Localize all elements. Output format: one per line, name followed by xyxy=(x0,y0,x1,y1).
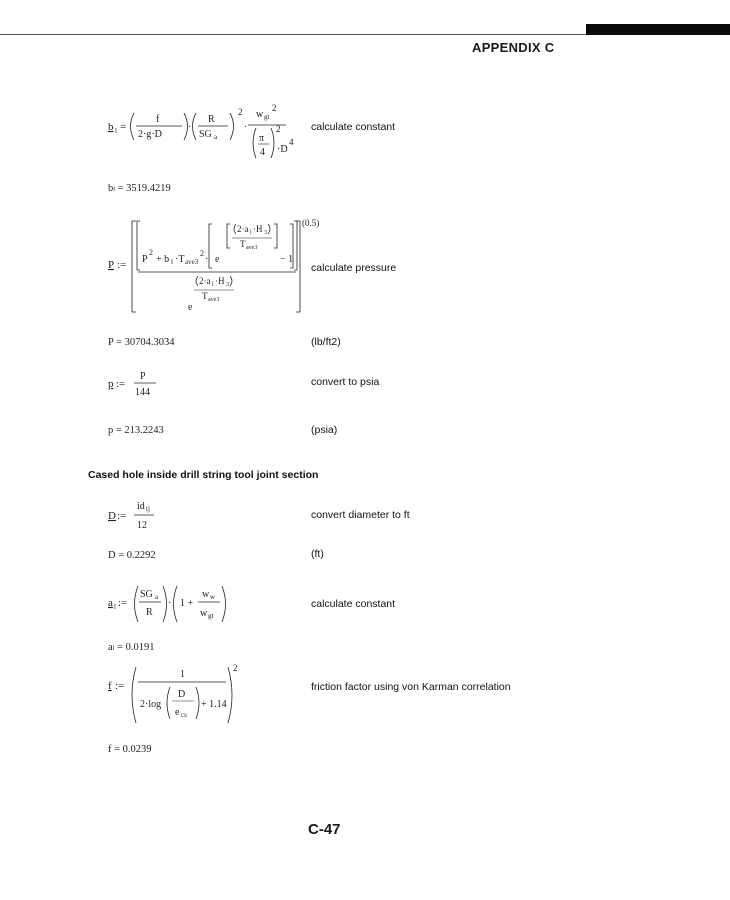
svg-text:2: 2 xyxy=(238,107,243,117)
svg-text:+ b: + b xyxy=(156,254,170,265)
svg-text:T: T xyxy=(202,291,208,301)
svg-text:·T: ·T xyxy=(175,254,185,265)
svg-text:e: e xyxy=(175,707,180,718)
equation-bl xyxy=(108,103,298,173)
note-convert-psia: convert to psia xyxy=(311,376,380,388)
svg-text:w: w xyxy=(210,593,216,601)
svg-text:D: D xyxy=(178,689,186,700)
svg-text:(0.5): (0.5) xyxy=(302,218,320,228)
header-bar xyxy=(586,24,730,35)
svg-text:3: 3 xyxy=(226,282,229,288)
svg-text:2: 2 xyxy=(276,124,281,134)
svg-text:SG: SG xyxy=(140,589,153,600)
svg-text:a: a xyxy=(155,593,159,601)
svg-text:·H: ·H xyxy=(253,224,263,234)
svg-text:2: 2 xyxy=(272,103,277,113)
svg-text:l: l xyxy=(114,603,116,611)
svg-text:e: e xyxy=(215,254,220,265)
result-al: aₗ = 0.0191 xyxy=(108,642,155,653)
svg-text:1: 1 xyxy=(180,669,185,680)
svg-text:2·a: 2·a xyxy=(199,276,211,286)
svg-text::=: := xyxy=(115,680,125,692)
svg-text:ave3: ave3 xyxy=(246,245,258,251)
svg-text:2·log: 2·log xyxy=(140,699,162,710)
svg-text:144: 144 xyxy=(135,387,150,398)
svg-text:2·a: 2·a xyxy=(237,224,249,234)
svg-text:·: · xyxy=(188,122,192,133)
svg-text:2: 2 xyxy=(149,248,153,257)
svg-text:ave3: ave3 xyxy=(185,258,199,266)
svg-text:cs: cs xyxy=(181,711,187,719)
svg-text:2: 2 xyxy=(200,249,204,258)
svg-text:gt: gt xyxy=(208,612,214,620)
svg-text:l: l xyxy=(212,282,214,288)
svg-text:p: p xyxy=(108,378,114,390)
svg-text:w: w xyxy=(256,109,264,120)
svg-text:l: l xyxy=(171,258,173,266)
svg-text:P: P xyxy=(140,371,146,382)
svg-text:π: π xyxy=(259,133,265,144)
unit-lb-ft2: (lb/ft2) xyxy=(311,336,341,348)
svg-text:P: P xyxy=(142,254,148,265)
svg-text:b: b xyxy=(108,121,114,133)
svg-text:f: f xyxy=(156,114,160,125)
svg-text:2: 2 xyxy=(233,663,238,673)
svg-text:·H: ·H xyxy=(215,276,225,286)
svg-text:1 +: 1 + xyxy=(180,598,194,609)
svg-text:4: 4 xyxy=(260,147,265,158)
unit-ft: (ft) xyxy=(311,548,324,560)
svg-text:− 1: − 1 xyxy=(280,254,294,265)
svg-text:+ 1.14: + 1.14 xyxy=(201,699,227,710)
equation-p-psia xyxy=(108,369,168,406)
page-number: C-47 xyxy=(308,821,341,838)
svg-text:f: f xyxy=(108,680,112,692)
svg-text:SG: SG xyxy=(199,129,212,140)
result-f: f = 0.0239 xyxy=(108,744,152,755)
result-p-psia: p = 213.2243 xyxy=(108,425,164,436)
svg-text:·: · xyxy=(205,254,209,265)
result-d: D = 0.2292 xyxy=(108,550,156,561)
svg-text:l: l xyxy=(250,230,252,236)
svg-text:D: D xyxy=(108,510,116,522)
svg-text:P: P xyxy=(108,259,115,271)
svg-text:R: R xyxy=(146,607,153,618)
unit-psia: (psia) xyxy=(311,424,338,436)
svg-text:·: · xyxy=(168,598,172,609)
equation-al xyxy=(108,582,238,629)
svg-text:ave3: ave3 xyxy=(208,297,220,303)
svg-text:2·g·D: 2·g·D xyxy=(138,129,162,140)
svg-text:4: 4 xyxy=(289,137,294,147)
note-calculate-constant: calculate constant xyxy=(311,121,396,133)
svg-text:12: 12 xyxy=(137,520,147,531)
equation-f xyxy=(108,665,248,730)
appendix-label: APPENDIX C xyxy=(472,40,555,55)
note-calculate-constant-2: calculate constant xyxy=(311,598,396,610)
svg-text:tj: tj xyxy=(146,505,150,513)
svg-text:T: T xyxy=(240,239,246,249)
svg-text:w: w xyxy=(200,608,208,619)
section-heading: Cased hole inside drill string tool joint section xyxy=(88,469,319,481)
note-convert-diameter: convert diameter to ft xyxy=(311,509,410,521)
svg-text:a: a xyxy=(214,133,218,141)
equation-d xyxy=(108,498,168,537)
svg-text:e: e xyxy=(188,302,193,313)
svg-text:·D: ·D xyxy=(277,144,288,155)
note-friction-factor: friction factor using von Karman correlation xyxy=(311,681,511,693)
svg-text::=: := xyxy=(117,259,127,271)
svg-text::=: := xyxy=(118,597,128,609)
result-bl: bₗ = 3519.4219 xyxy=(108,183,171,194)
result-p-pressure: P = 30704.3034 xyxy=(108,337,175,348)
note-calculate-pressure: calculate pressure xyxy=(311,262,397,274)
svg-text:w: w xyxy=(202,589,210,600)
equation-p-pressure xyxy=(108,218,320,317)
svg-text:id: id xyxy=(137,501,145,512)
svg-text::=: := xyxy=(116,378,126,390)
svg-text:3: 3 xyxy=(264,230,267,236)
svg-text:=: = xyxy=(120,121,127,133)
svg-text:·: · xyxy=(244,122,248,133)
svg-text::=: := xyxy=(117,510,127,522)
svg-text:a: a xyxy=(108,597,113,609)
svg-text:gt: gt xyxy=(264,113,270,121)
svg-text:R: R xyxy=(208,114,215,125)
svg-text:l: l xyxy=(115,127,117,135)
